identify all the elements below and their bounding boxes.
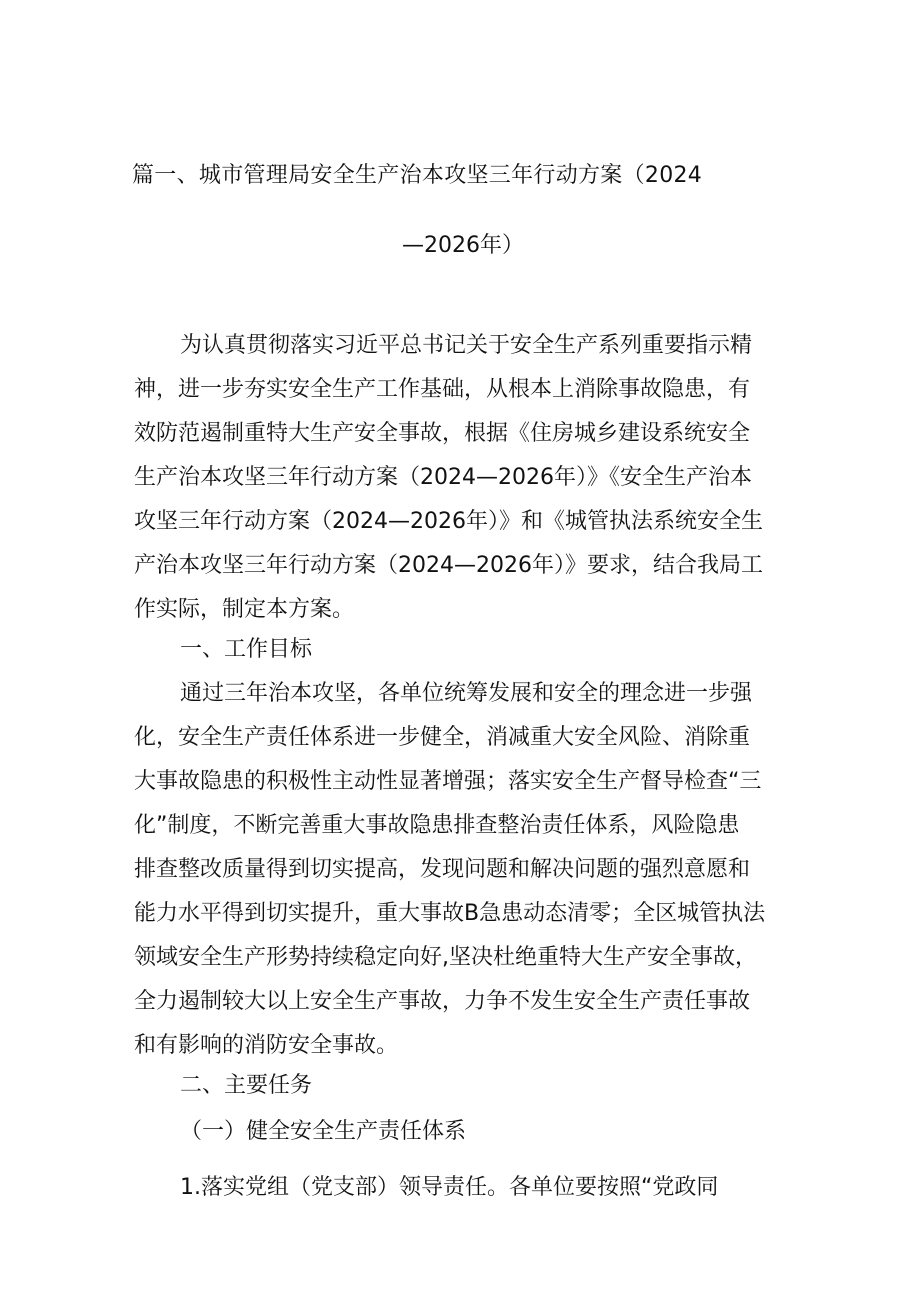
section-1-heading: 一、工作目标 [180,637,313,662]
intro-line-5: 攻坚三年行动方案（2024—2026年）》和《城管执法系统安全生 [134,509,763,534]
section-1-line-3: 大事故隐患的积极性主动性显著增强；落实安全生产督导检查“三 [134,769,762,794]
intro-line-3: 效防范遏制重特大生产安全事故，根据《住房城乡建设系统安全 [134,421,751,446]
section-1-line-8: 全力遏制较大以上安全生产事故，力争不发生安全生产责任事故 [134,989,751,1014]
subsection-1-heading: （一）健全安全生产责任体系 [180,1119,467,1144]
section-1-line-4: 化”制度，不断完善重大事故隐患排查整治责任体系，风险隐患 [134,813,740,838]
section-1-line-1: 通过三年治本攻坚，各单位统筹发展和安全的理念进一步强 [180,681,753,706]
section-1-line-7: 领域安全生产形势持续稳定向好,坚决杜绝重特大生产安全事故， [134,945,757,970]
intro-line-4: 生产治本攻坚三年行动方案（2024—2026年）》《安全生产治本 [134,465,752,490]
intro-line-1: 为认真贯彻落实习近平总书记关于安全生产系列重要指示精 [180,333,753,358]
document-title-line-2: —2026年） [402,233,524,258]
section-1-line-6: 能力水平得到切实提升，重大事故B急患动态清零；全区城管执法 [134,901,766,926]
intro-line-6: 产治本攻坚三年行动方案（2024—2026年）》要求，结合我局工 [134,553,763,578]
document-title-line-1: 篇一、城市管理局安全生产治本攻坚三年行动方案（2024 [132,163,703,188]
section-2-heading: 二、主要任务 [180,1073,313,1098]
item-1-line: 1.落实党组（党支部）领导责任。各单位要按照“党政同 [180,1175,719,1200]
intro-line-2: 神，进一步夯实安全生产工作基础，从根本上消除事故隐患，有 [134,377,751,402]
intro-line-7: 作实际，制定本方案。 [134,597,355,622]
section-1-line-9: 和有影响的消防安全事故。 [134,1033,399,1058]
section-1-line-2: 化，安全生产责任体系进一步健全，消减重大安全风险、消除重 [134,725,751,750]
section-1-line-5: 排查整改质量得到切实提高，发现问题和解决问题的强烈意愿和 [134,857,751,882]
